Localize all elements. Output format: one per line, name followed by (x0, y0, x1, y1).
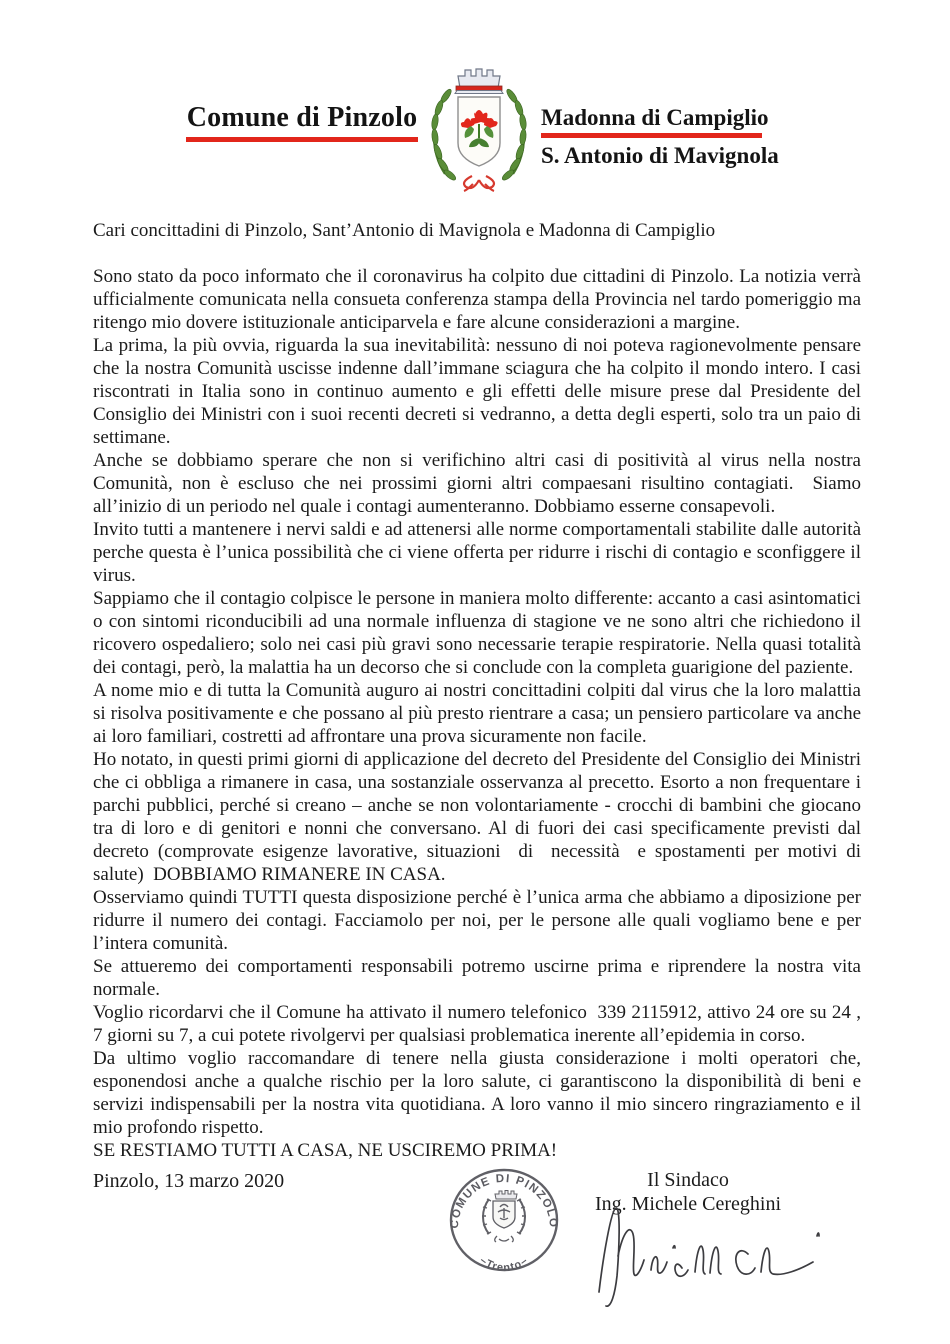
paragraph: Se attueremo dei comportamenti responsabili potremo uscirne prima e riprendere la nostra vita normale. (93, 956, 861, 1000)
paragraph: Anche se dobbiamo sperare che non si verifichino altri casi di positività al virus nella nostra Comunità, non è escluso che nei prossimi giorni altri compaesani risultino contagiati. Siamo all’inizio di un periodo nel quale i contagi aumenteranno. Dobbiamo esserne consapevoli. (93, 450, 861, 517)
comune-title: Comune di Pinzolo (186, 102, 418, 133)
stamp-bottom-text: –Trento– (477, 1254, 531, 1274)
header-right-title-block (541, 103, 779, 170)
paragraph: La prima, la più ovvia, riguarda la sua inevitabilità: nessuno di noi poteva ragionevolmente pensare che la nostra Comunità uscisse indenne dall’immane sciagura che ha colpito il mondo intero. I casi riscontrati in Italia sono in continuo aumento e gli effetti delle misure prese dal Presidente del Consiglio dei Ministri con i suoi recenti decreti si vedranno, a detta degli esperti, solo tra un paio di settimane. (93, 335, 861, 448)
letter-body (93, 219, 861, 1162)
municipal-coat-of-arms-icon (423, 60, 535, 199)
paragraph: Sappiamo che il contagio colpisce le persone in maniera molto differente: accanto a casi asintomatici o con sintomi riconducibili ad una normale influenza di stagione ve ne sono altri che richiedono il ricovero ospedaliero; solo nei casi più gravi sono necessarie terapie respiratorie. Nella quasi totalità dei contagi, però, la malattia ha un decorso che si conclude con la completa guarigione del paziente. (93, 588, 861, 678)
frazione-title-campiglio: Madonna di Campiglio (541, 105, 769, 130)
red-underline (186, 137, 418, 142)
paragraph: Ho notato, in questi primi giorni di applicazione del decreto del Presidente del Consiglio dei Ministri che ci obbliga a rimanere in casa, una sostanziale osservanza al precetto. Esorto a non frequentare i parchi pubblici, perché si creano – anche se non volontariamente - crocchi di bambini che giocano tra di loro e di genitori e nonni che conversano. Al di fuori dei casi specificamente previsti dal decreto (comprovate esigenze lavorative, situazioni di necessità e spostamenti per motivi di salute) DOBBIAMO RIMANERE IN CASA. (93, 749, 861, 885)
signer-role: Il Sindaco (647, 1169, 729, 1191)
paragraph: Da ultimo voglio raccomandare di tenere nella giusta considerazione i molti operatori che, esponendosi anche a qualche rischio per la loro salute, ci garantiscono la disponibilità di beni e servizi indispensabili per la nostra vita quotidiana. A loro vanno il mio sincero ringraziamento e il mio profondo rispetto. (93, 1048, 861, 1138)
closing-slogan: SE RESTIAMO TUTTI A CASA, NE USCIREMO PRIMA! (93, 1140, 558, 1161)
salutation: Cari concittadini di Pinzolo, Sant’Antonio di Mavignola e Madonna di Campiglio (93, 220, 716, 241)
svg-text:–Trento– (477, 1254, 530, 1274)
paragraph: A nome mio e di tutta la Comunità auguro ai nostri concittadini colpiti dal virus che la loro malattia si risolva positivamente e che possano al più presto rientrare a casa; un pensiero particolare va anche ai loro familiari, costretti ad affrontare una prova sicuramente non facile. (93, 680, 861, 747)
paragraph: Sono stato da poco informato che il coronavirus ha colpito due cittadini di Pinzolo. La notizia verrà ufficialmente comunicata nella consueta conferenza stampa della Provincia nel tardo pomeriggio ma ritengo mio dovere istituzionale anticiparvela e fare alcune considerazioni a margine. (93, 266, 861, 333)
header-left-title-block (186, 101, 418, 142)
paragraph: Voglio ricordarvi che il Comune ha attivato il numero telefonico 339 2115912, attivo 24 ore su 24 , 7 giorni su 7, a cui potete rivolgervi per qualsiasi problematica inerente all’epidemia in corso. (93, 1002, 861, 1046)
handwritten-signature-icon (585, 1196, 825, 1316)
frazione-title-mavignola: S. Antonio di Mavignola (541, 143, 779, 168)
municipal-stamp-icon (447, 1166, 561, 1279)
signer-name: Ing. Michele Cereghini (594, 1193, 782, 1215)
red-underline (541, 133, 762, 138)
dateline: Pinzolo, 13 marzo 2020 (93, 1170, 285, 1192)
stamp-top-text: COMUNE DI PINZOLO (448, 1172, 560, 1230)
paragraph: Invito tutti a mantenere i nervi saldi e ad attenersi alle norme comportamentali stabilite dalle autorità perche questa è l’unica possibilità che ci viene offerta per ridurre i rischi di contagio e sconfiggere il virus. (93, 519, 861, 586)
paragraph: Osserviamo quindi TUTTI questa disposizione perché è l’unica arma che abbiamo a diposizione per ridurre il numero dei contagi. Facciamolo per noi, per le persone alle quali vogliamo bene e per l’intera comunità. (93, 887, 861, 954)
